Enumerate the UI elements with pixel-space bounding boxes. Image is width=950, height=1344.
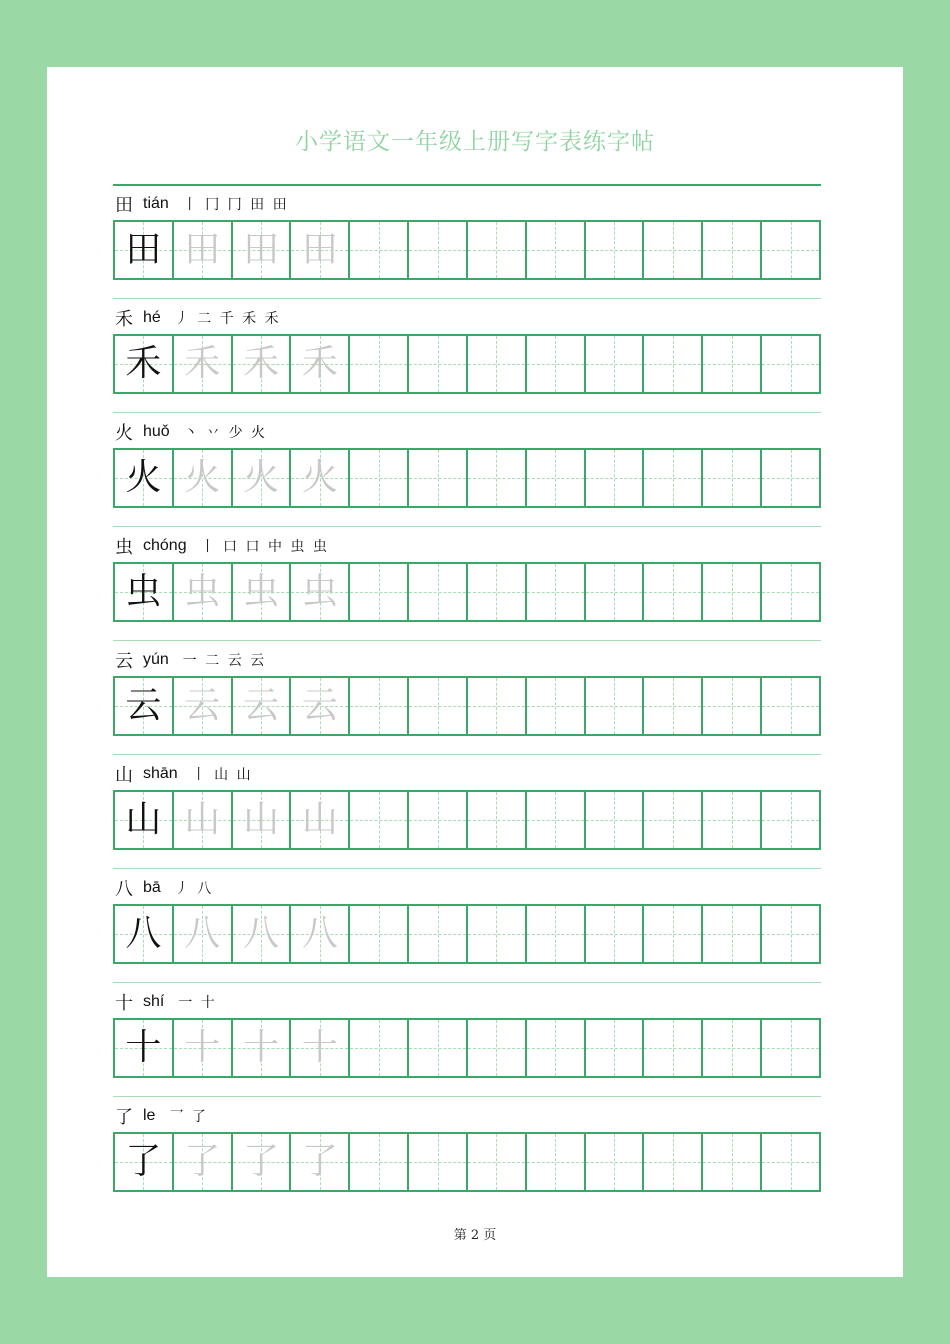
empty-practice-cell[interactable] (527, 906, 586, 962)
header-char: 十 (115, 993, 133, 1014)
tianzige-grid (113, 334, 821, 394)
empty-practice-cell[interactable] (350, 1020, 409, 1076)
empty-practice-cell[interactable] (350, 678, 409, 734)
trace-char: 云 (184, 685, 221, 726)
trace-char: 了 (243, 1141, 280, 1182)
empty-practice-cell[interactable] (644, 336, 703, 392)
stroke-order: 丨 口 口 中 虫 虫 (200, 539, 329, 555)
empty-practice-cell[interactable] (644, 450, 703, 506)
trace-cell (174, 678, 233, 734)
model-cell (115, 222, 174, 278)
trace-char: 了 (301, 1141, 338, 1182)
empty-practice-cell[interactable] (527, 1020, 586, 1076)
trace-cell (291, 336, 350, 392)
header-char: 火 (115, 423, 133, 444)
empty-practice-cell[interactable] (350, 450, 409, 506)
trace-char: 田 (301, 229, 338, 270)
empty-practice-cell[interactable] (586, 1020, 645, 1076)
stroke-order: 丿 八 (174, 881, 214, 897)
model-char: 云 (125, 685, 162, 726)
empty-practice-cell[interactable] (350, 792, 409, 848)
row-divider (113, 1096, 821, 1097)
trace-char: 山 (184, 799, 221, 840)
trace-cell (174, 1020, 233, 1076)
trace-char: 山 (243, 799, 280, 840)
model-cell (115, 564, 174, 620)
row-divider (113, 754, 821, 755)
trace-char: 虫 (184, 571, 221, 612)
empty-practice-cell[interactable] (350, 1134, 409, 1190)
trace-char: 八 (301, 913, 338, 954)
empty-practice-cell[interactable] (644, 564, 703, 620)
empty-practice-cell[interactable] (644, 1134, 703, 1190)
worksheet-page (47, 67, 903, 1277)
trace-char: 虫 (243, 571, 280, 612)
empty-practice-cell[interactable] (468, 678, 527, 734)
trace-cell (291, 564, 350, 620)
trace-cell (174, 1134, 233, 1190)
empty-practice-cell[interactable] (762, 906, 819, 962)
empty-practice-cell[interactable] (468, 336, 527, 392)
empty-practice-cell[interactable] (409, 564, 468, 620)
empty-practice-cell[interactable] (409, 336, 468, 392)
trace-char: 十 (243, 1027, 280, 1068)
trace-cell (233, 678, 292, 734)
stroke-order: 乛 了 (169, 1109, 208, 1125)
model-cell (115, 1134, 174, 1190)
empty-practice-cell[interactable] (644, 1020, 703, 1076)
empty-practice-cell[interactable] (468, 1020, 527, 1076)
trace-cell (233, 1020, 292, 1076)
model-char: 火 (125, 457, 162, 498)
header-pinyin: shān (143, 765, 178, 782)
empty-practice-cell[interactable] (586, 678, 645, 734)
tianzige-grid (113, 904, 821, 964)
trace-cell (174, 564, 233, 620)
empty-practice-cell[interactable] (644, 906, 703, 962)
empty-practice-cell[interactable] (468, 1134, 527, 1190)
empty-practice-cell[interactable] (586, 564, 645, 620)
empty-practice-cell[interactable] (762, 678, 819, 734)
trace-char: 山 (301, 799, 338, 840)
empty-practice-cell[interactable] (468, 564, 527, 620)
header-char: 田 (115, 195, 133, 216)
row-header (115, 305, 281, 331)
trace-cell (174, 450, 233, 506)
trace-cell (291, 906, 350, 962)
tianzige-grid (113, 562, 821, 622)
trace-cell (233, 564, 292, 620)
empty-practice-cell[interactable] (644, 222, 703, 278)
empty-practice-cell[interactable] (468, 222, 527, 278)
trace-cell (174, 792, 233, 848)
row-header (115, 1103, 208, 1129)
empty-practice-cell[interactable] (527, 222, 586, 278)
row-header (115, 761, 253, 787)
empty-practice-cell[interactable] (350, 222, 409, 278)
empty-practice-cell[interactable] (644, 678, 703, 734)
trace-cell (291, 1020, 350, 1076)
empty-practice-cell[interactable] (527, 564, 586, 620)
empty-practice-cell[interactable] (703, 1020, 762, 1076)
header-pinyin: bā (143, 879, 161, 896)
tianzige-grid (113, 1132, 821, 1192)
empty-practice-cell[interactable] (586, 336, 645, 392)
trace-char: 八 (243, 913, 280, 954)
trace-char: 火 (243, 457, 280, 498)
empty-practice-cell[interactable] (703, 222, 762, 278)
row-divider (113, 184, 821, 186)
empty-practice-cell[interactable] (409, 450, 468, 506)
row-divider (113, 298, 821, 299)
trace-char: 田 (184, 229, 221, 270)
model-char: 田 (125, 229, 162, 270)
stroke-order: 一 十 (178, 995, 217, 1011)
tianzige-grid (113, 676, 821, 736)
row-divider (113, 640, 821, 641)
trace-cell (174, 222, 233, 278)
empty-practice-cell[interactable] (703, 1134, 762, 1190)
stroke-order: 丨 冂 冂 田 田 (182, 197, 289, 213)
row-header (115, 533, 329, 559)
header-char: 虫 (115, 537, 133, 558)
empty-practice-cell[interactable] (586, 450, 645, 506)
header-pinyin: tián (143, 195, 169, 212)
empty-practice-cell[interactable] (762, 564, 819, 620)
model-cell (115, 678, 174, 734)
tianzige-grid (113, 790, 821, 850)
trace-cell (233, 450, 292, 506)
empty-practice-cell[interactable] (644, 792, 703, 848)
empty-practice-cell[interactable] (527, 792, 586, 848)
row-header (115, 419, 267, 445)
page-number: 第 2 页 (453, 1228, 497, 1243)
empty-practice-cell[interactable] (350, 564, 409, 620)
model-cell (115, 336, 174, 392)
empty-practice-cell[interactable] (468, 450, 527, 506)
empty-practice-cell[interactable] (527, 678, 586, 734)
empty-practice-cell[interactable] (703, 792, 762, 848)
trace-cell (233, 906, 292, 962)
trace-cell (233, 792, 292, 848)
stroke-order: 丶 丷 少 火 (183, 425, 268, 441)
tianzige-grid (113, 220, 821, 280)
trace-char: 禾 (301, 343, 338, 384)
model-char: 十 (125, 1027, 162, 1068)
empty-practice-cell[interactable] (586, 222, 645, 278)
empty-practice-cell[interactable] (762, 336, 819, 392)
header-pinyin: hé (143, 309, 161, 326)
trace-char: 火 (184, 457, 221, 498)
row-divider (113, 412, 821, 413)
row-divider (113, 982, 821, 983)
empty-practice-cell[interactable] (586, 906, 645, 962)
empty-practice-cell[interactable] (409, 222, 468, 278)
trace-char: 云 (301, 685, 338, 726)
empty-practice-cell[interactable] (762, 450, 819, 506)
header-char: 山 (115, 765, 133, 786)
trace-cell (291, 792, 350, 848)
trace-cell (233, 1134, 292, 1190)
trace-char: 田 (243, 229, 280, 270)
empty-practice-cell[interactable] (586, 792, 645, 848)
trace-char: 了 (184, 1141, 221, 1182)
stroke-order: 丨 山 山 (191, 767, 253, 783)
empty-practice-cell[interactable] (468, 792, 527, 848)
trace-char: 十 (301, 1027, 338, 1068)
header-char: 了 (115, 1107, 133, 1128)
stroke-order: 丿 二 千 禾 禾 (174, 311, 281, 327)
header-char: 云 (115, 651, 133, 672)
empty-practice-cell[interactable] (703, 906, 762, 962)
model-char: 山 (125, 799, 162, 840)
model-cell (115, 450, 174, 506)
header-pinyin: shí (143, 993, 165, 1010)
row-divider (113, 526, 821, 527)
trace-char: 虫 (301, 571, 338, 612)
header-pinyin: chóng (143, 537, 187, 554)
empty-practice-cell[interactable] (468, 906, 527, 962)
trace-cell (291, 450, 350, 506)
empty-practice-cell[interactable] (527, 336, 586, 392)
empty-practice-cell[interactable] (350, 906, 409, 962)
empty-practice-cell[interactable] (409, 906, 468, 962)
empty-practice-cell[interactable] (586, 1134, 645, 1190)
row-header (115, 875, 213, 901)
tianzige-grid (113, 1018, 821, 1078)
trace-cell (233, 222, 292, 278)
tianzige-grid (113, 448, 821, 508)
empty-practice-cell[interactable] (703, 678, 762, 734)
model-char: 虫 (125, 571, 162, 612)
model-char: 了 (125, 1141, 162, 1182)
empty-practice-cell[interactable] (762, 222, 819, 278)
trace-cell (233, 336, 292, 392)
model-char: 八 (125, 913, 162, 954)
header-char: 禾 (115, 309, 133, 330)
empty-practice-cell[interactable] (527, 1134, 586, 1190)
header-pinyin: yún (143, 651, 169, 668)
empty-practice-cell[interactable] (527, 450, 586, 506)
model-cell (115, 906, 174, 962)
empty-practice-cell[interactable] (409, 792, 468, 848)
worksheet-title: 小学语文一年级上册写字表练字帖 (295, 129, 655, 155)
row-header (115, 989, 217, 1015)
stroke-order: 一 二 云 云 (182, 653, 267, 669)
model-cell (115, 1020, 174, 1076)
trace-char: 火 (301, 457, 338, 498)
trace-cell (174, 906, 233, 962)
empty-practice-cell[interactable] (409, 1134, 468, 1190)
row-header (115, 647, 266, 673)
trace-char: 八 (184, 913, 221, 954)
empty-practice-cell[interactable] (409, 1020, 468, 1076)
empty-practice-cell[interactable] (762, 792, 819, 848)
header-pinyin: huǒ (143, 423, 170, 440)
trace-char: 禾 (184, 343, 221, 384)
empty-practice-cell[interactable] (703, 336, 762, 392)
trace-cell (291, 222, 350, 278)
model-char: 禾 (125, 343, 162, 384)
header-pinyin: le (143, 1107, 156, 1124)
empty-practice-cell[interactable] (409, 678, 468, 734)
empty-practice-cell[interactable] (762, 1020, 819, 1076)
trace-cell (291, 678, 350, 734)
row-divider (113, 868, 821, 869)
row-header (115, 191, 289, 217)
header-char: 八 (115, 879, 133, 900)
trace-cell (291, 1134, 350, 1190)
trace-char: 十 (184, 1027, 221, 1068)
model-cell (115, 792, 174, 848)
empty-practice-cell[interactable] (703, 450, 762, 506)
trace-char: 禾 (243, 343, 280, 384)
empty-practice-cell[interactable] (762, 1134, 819, 1190)
trace-cell (174, 336, 233, 392)
empty-practice-cell[interactable] (703, 564, 762, 620)
trace-char: 云 (243, 685, 280, 726)
empty-practice-cell[interactable] (350, 336, 409, 392)
